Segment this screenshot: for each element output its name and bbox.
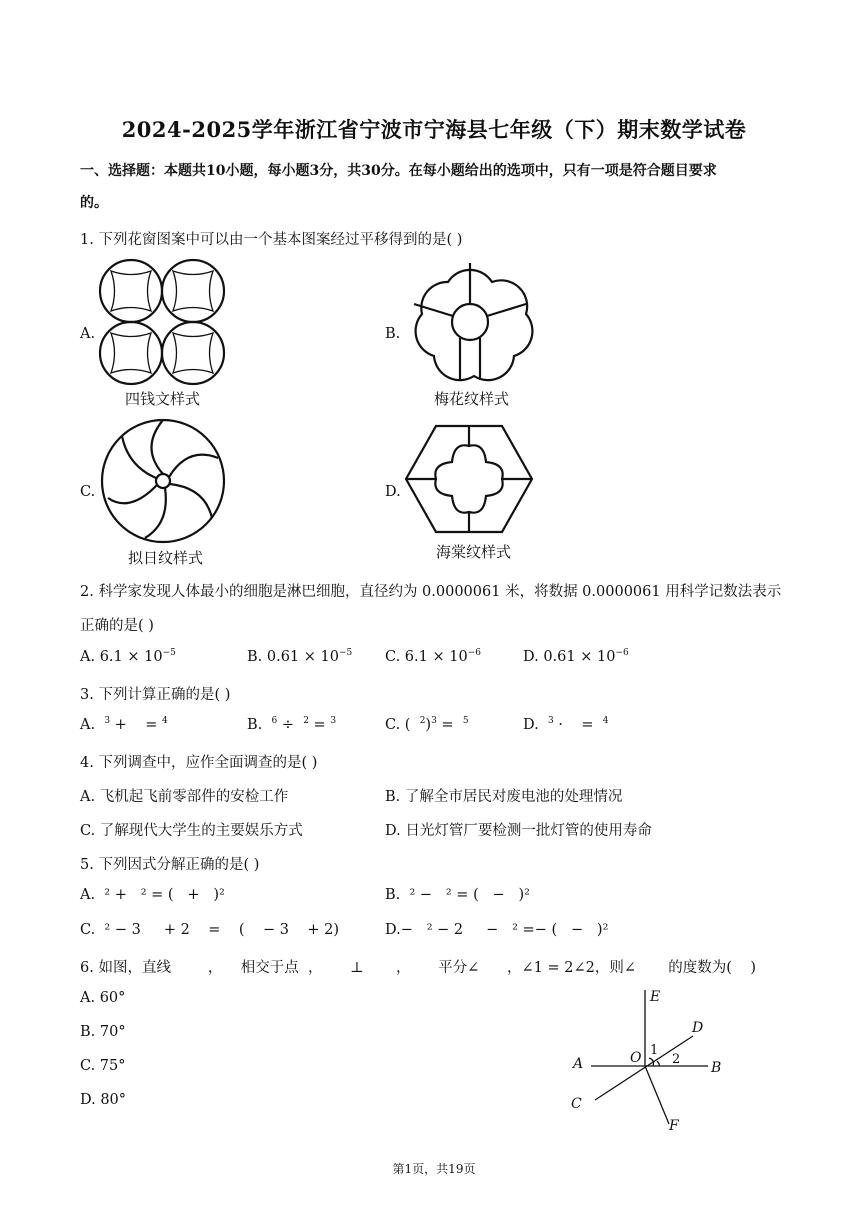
q5-option-a	[80, 887, 225, 903]
q2-option-a-exp: −5	[162, 648, 176, 659]
q5-option-c-label: C.	[80, 922, 96, 938]
q3-option-b-exp2: 2	[303, 716, 309, 727]
q1-option-d-caption: 海棠纹样式	[436, 543, 512, 561]
sun-pattern-figure	[100, 418, 226, 544]
q3-option-b	[247, 717, 336, 733]
q3-option-a-exp1: 3	[104, 716, 111, 727]
crabapple-pattern-figure	[404, 424, 534, 534]
q3-option-c-exp3: 5	[462, 716, 469, 727]
q3-option-a	[80, 717, 168, 733]
q3-option-a-mid: + =	[110, 717, 163, 733]
q4-option-a-text: 飞机起飞前零部件的安检工作	[99, 789, 289, 805]
q2-option-d	[523, 649, 629, 665]
fig-angle-2: 2	[672, 1052, 681, 1067]
q6-option-d-text: 80°	[100, 1092, 127, 1108]
q2-option-a-label: A.	[80, 649, 96, 665]
q3-option-c-label: C.	[385, 717, 401, 733]
q6-option-a-text: 60°	[99, 990, 126, 1006]
q2-option-b	[247, 649, 352, 665]
q3-option-c-exp2: 3	[431, 716, 437, 727]
plum-blossom-pattern-figure	[404, 258, 536, 386]
q3-option-c	[385, 717, 469, 733]
q6-option-b-text: 70°	[99, 1024, 126, 1040]
q1-option-b-label: B.	[385, 326, 401, 342]
q6-option-d-label: D.	[80, 1092, 96, 1108]
q1-option-b-caption: 梅花纹样式	[434, 390, 510, 408]
q2-stem-line1: 2. 科学家发现人体最小的细胞是淋巴细胞，直径约为 0.0000061 米，将数据 0.0000061 用科学记数法表示	[80, 584, 782, 600]
q2-option-b-label: B.	[247, 649, 263, 665]
intersecting-lines-figure	[565, 988, 735, 1138]
q4-option-b-label: B.	[385, 789, 401, 805]
q4-option-a-label: A.	[80, 789, 96, 805]
q4-stem: 4. 下列调查中，应作全面调查的是( )	[80, 755, 318, 771]
q2-option-c-label: C.	[385, 649, 401, 665]
q2-option-a	[80, 649, 176, 665]
q3-stem: 3. 下列计算正确的是( )	[80, 687, 231, 703]
page-footer: 第1页，共19页	[392, 1162, 476, 1176]
q5-option-a-text: ² + ² = ( + )²	[95, 887, 225, 903]
q1-stem: 1. 下列花窗图案中可以由一个基本图案经过平移得到的是( )	[80, 232, 463, 248]
q3-option-b-mid1: ÷	[277, 717, 304, 733]
q2-option-d-label: D.	[523, 649, 539, 665]
q3-option-d-label: D.	[523, 717, 539, 733]
q4-option-d-label: D.	[385, 823, 401, 839]
fig-label-c: C	[571, 1096, 582, 1112]
q5-option-d-text: − ² − 2 − ² =− ( − )²	[400, 922, 609, 938]
q4-option-c-label: C.	[80, 823, 96, 839]
q3-option-b-exp1: 6	[271, 716, 278, 727]
q3-option-b-label: B.	[247, 717, 263, 733]
fig-label-o: O	[630, 1050, 642, 1066]
fig-label-f: F	[669, 1118, 679, 1134]
q5-option-c-text: ² − 3 + 2 = ( − 3 + 2)	[95, 922, 340, 938]
q6-option-a	[80, 990, 125, 1006]
q3-option-b-exp3: 3	[330, 716, 337, 727]
q3-option-d-mid: · =	[553, 717, 603, 733]
page-title: 2024-2025学年浙江省宁波市宁海县七年级（下）期末数学试卷	[121, 117, 747, 142]
q2-stem-line2: 正确的是( )	[80, 618, 154, 634]
q4-option-b-text: 了解全市居民对废电池的处理情况	[404, 789, 623, 805]
q1-option-c-label: C.	[80, 484, 96, 500]
fig-angle-1: 1	[650, 1043, 659, 1058]
q4-option-b	[385, 785, 622, 806]
q5-option-b-text: ² − ² = ( − )²	[400, 887, 530, 903]
q1-option-a-caption: 四钱文样式	[125, 390, 201, 408]
q6-option-a-label: A.	[80, 990, 96, 1006]
q3-option-c-eq: =	[436, 717, 463, 733]
q5-option-d	[385, 922, 608, 938]
section-instructions-line1: 一、选择题：本题共10小题，每小题3分，共30分。在每小题给出的选项中，只有一项是符合题目要求	[80, 163, 717, 179]
q4-option-c-text: 了解现代大学生的主要娱乐方式	[99, 823, 303, 839]
q6-stem: 6. 如图，直线 ， 相交于点 ， ⊥ ， 平分∠ ，∠1 = 2∠2，则∠ 的度数为( )	[80, 960, 756, 976]
q6-option-c-label: C.	[80, 1058, 96, 1074]
q6-option-b	[80, 1024, 126, 1040]
q5-option-a-label: A.	[80, 887, 96, 903]
q2-option-b-base: 0.61 × 10	[266, 649, 339, 665]
q3-option-a-exp2: 4	[162, 716, 168, 727]
q1-option-a-label: A.	[80, 326, 96, 342]
q2-option-c-exp: −6	[467, 648, 481, 659]
fig-label-e: E	[650, 989, 661, 1005]
q6-option-c	[80, 1058, 126, 1074]
fig-label-b: B	[711, 1060, 722, 1076]
q6-option-c-text: 75°	[99, 1058, 126, 1074]
q6-option-d	[80, 1092, 126, 1108]
q1-option-c-caption: 拟日纹样式	[128, 549, 204, 567]
q3-option-c-close: )	[425, 717, 432, 733]
q4-option-a	[80, 785, 288, 806]
q2-option-a-base: 6.1 × 10	[99, 649, 163, 665]
fig-label-a: A	[573, 1056, 584, 1072]
q3-option-a-label: A.	[80, 717, 96, 733]
q2-option-b-exp: −5	[338, 648, 353, 659]
q4-option-d-text: 日光灯管厂要检测一批灯管的使用寿命	[405, 823, 652, 839]
q3-option-d-exp1: 3	[547, 716, 554, 727]
q5-option-b-label: B.	[385, 887, 401, 903]
section-instructions-line2: 的。	[80, 195, 108, 211]
q5-option-d-label: D.	[385, 922, 401, 938]
q3-option-d-exp2: 4	[602, 716, 609, 727]
q5-option-c	[80, 922, 339, 938]
fig-label-d: D	[692, 1020, 704, 1036]
q2-option-d-base: 0.61 × 10	[543, 649, 616, 665]
q3-option-c-open: (	[404, 717, 420, 733]
q3-option-d	[523, 717, 608, 733]
q5-stem: 5. 下列因式分解正确的是( )	[80, 857, 260, 873]
q6-option-b-label: B.	[80, 1024, 96, 1040]
q1-option-d-label: D.	[385, 484, 401, 500]
q2-option-d-exp: −6	[615, 648, 629, 659]
q3-option-c-exp1: 2	[419, 716, 426, 727]
q2-option-c-base: 6.1 × 10	[404, 649, 468, 665]
q5-option-b	[385, 887, 530, 903]
four-coins-pattern-figure	[98, 258, 228, 386]
q2-option-c	[385, 649, 481, 665]
q4-option-d	[385, 819, 652, 840]
q3-option-b-mid2: =	[308, 717, 331, 733]
q4-option-c	[80, 819, 303, 840]
